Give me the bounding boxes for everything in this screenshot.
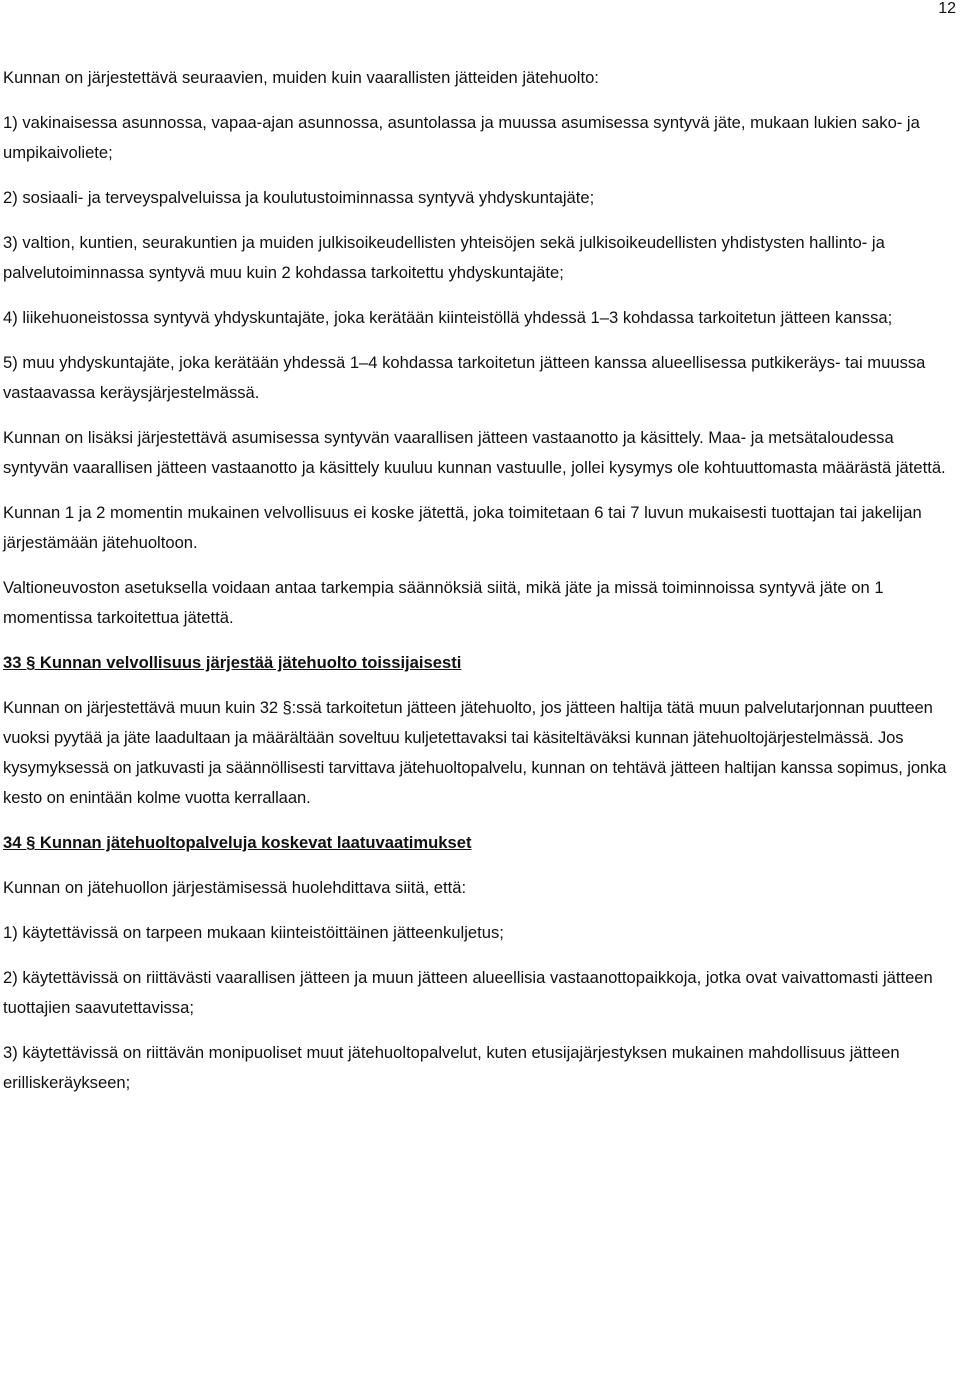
page-number: 12 — [938, 0, 956, 17]
paragraph-government-decree: Valtioneuvoston asetuksella voidaan antaa tarkempia säännöksiä siitä, mikä jäte ja missä toiminnoissa syntyvä jäte on 1 momentissa tarkoitettua jätettä. — [3, 578, 884, 627]
list-item-2: 2) sosiaali- ja terveyspalveluissa ja koulutustoiminnassa syntyvä yhdyskuntajäte; — [3, 188, 595, 207]
list-item-3: 3) valtion, kuntien, seurakuntien ja muiden julkisoikeudellisten yhteisöjen sekä julkisoikeudellisten yhdistysten hallinto- ja palvelutoiminnassa syntyvä muu kuin 2 kohdassa tarkoitettu yhdyskuntajäte; — [3, 233, 885, 282]
list-item-1: 1) vakinaisessa asunnossa, vapaa-ajan asunnossa, asuntolassa ja muussa asumisessa syntyvä jäte, mukaan lukien sako- ja umpikaivoliete; — [3, 113, 920, 162]
section-34-item-2: 2) käytettävissä on riittävästi vaarallisen jätteen ja muun jätteen alueellisia vastaanottopaikkoja, jotka ovat vaivattomasti jätteen tuottajien saavutettavissa; — [3, 968, 933, 1017]
section-34-item-1: 1) käytettävissä on tarpeen mukaan kiinteistöittäinen jätteenkuljetus; — [3, 923, 504, 942]
paragraph-hazardous-waste: Kunnan on lisäksi järjestettävä asumisessa syntyvän vaarallisen jätteen vastaanotto ja käsittely. Maa- ja metsätaloudessa syntyvän vaarallisen jätteen vastaanotto ja käsittely kuuluu kunnan vastuulle, jollei kysymys ole kohtuuttomasta määrästä jätettä. — [3, 428, 946, 477]
section-33-heading: 33 § Kunnan velvollisuus järjestää jätehuolto toissijaisesti — [3, 653, 462, 672]
list-item-4: 4) liikehuoneistossa syntyvä yhdyskuntajäte, joka kerätään kiinteistöllä yhdessä 1–3 kohdassa tarkoitetun jätteen kanssa; — [3, 308, 893, 327]
section-34-intro: Kunnan on jätehuollon järjestämisessä huolehdittava siitä, että: — [3, 878, 467, 897]
document-body — [3, 63, 953, 1113]
paragraph-intro: Kunnan on järjestettävä seuraavien, muiden kuin vaarallisten jätteiden jätehuolto: — [3, 68, 599, 87]
list-item-5: 5) muu yhdyskuntajäte, joka kerätään yhdessä 1–4 kohdassa tarkoitetun jätteen kanssa alueellisessa putkikeräys- tai muussa vastaavassa keräysjärjestelmässä. — [3, 353, 926, 402]
paragraph-producer-responsibility: Kunnan 1 ja 2 momentin mukainen velvollisuus ei koske jätettä, joka toimitetaan 6 tai 7 luvun mukaisesti tuottajan tai jakelijan järjestämään jätehuoltoon. — [3, 503, 922, 552]
section-34-heading: 34 § Kunnan jätehuoltopalveluja koskevat laatuvaatimukset — [3, 833, 472, 852]
section-33-body: Kunnan on järjestettävä muun kuin 32 §:ssä tarkoitetun jätteen jätehuolto, jos jätteen haltija tätä muun palvelutarjonnan puutteen vuoksi pyytää ja jäte laadultaan ja määrältään soveltuu kuljetettavaksi tai käsiteltäväksi kunnan jätehuoltojärjestelmässä. Jos kysymyksessä on jatkuvasti ja säännöllisesti tarvittava jätehuoltopalvelu, kunnan on tehtävä jätteen haltijan kanssa sopimus, jonka kesto on enintään kolme vuotta kerrallaan. — [3, 698, 947, 807]
section-34-item-3: 3) käytettävissä on riittävän monipuoliset muut jätehuoltopalvelut, kuten etusijajärjestyksen mukainen mahdollisuus jätteen erilliskeräykseen; — [3, 1043, 900, 1092]
